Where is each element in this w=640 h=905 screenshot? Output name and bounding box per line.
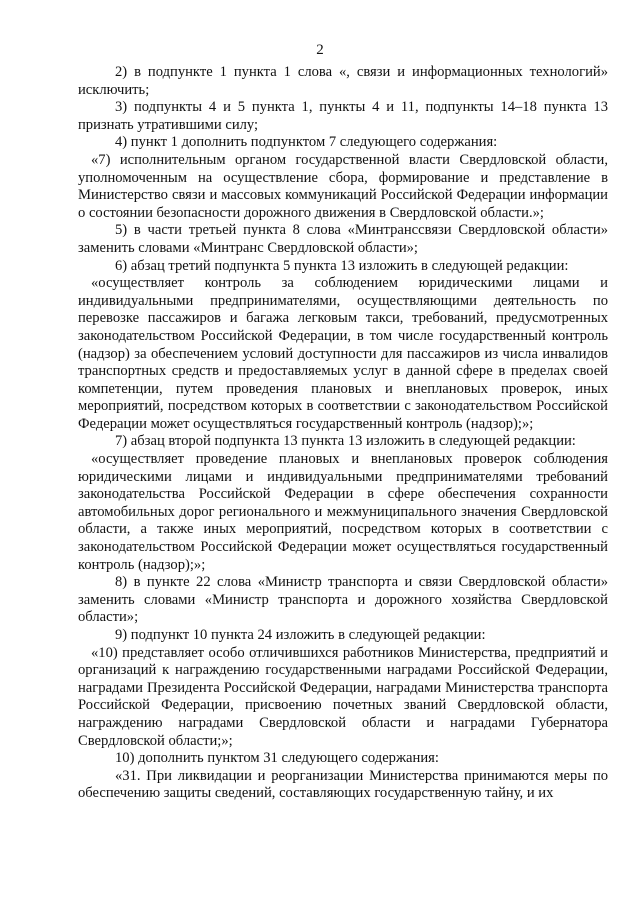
paragraph: 8) в пункте 22 слова «Министр транспорта и связи Свердловской области» заменить словами «Министр транспорта и дорожного хозяйства Свердловской области»; — [78, 574, 608, 626]
paragraph: 3) подпункты 4 и 5 пункта 1, пункты 4 и 11, подпункты 14–18 пункта 13 признать утратившими силу; — [78, 99, 608, 133]
paragraph: 10) дополнить пунктом 31 следующего содержания: — [115, 750, 439, 767]
paragraph: 9) подпункт 10 пункта 24 изложить в следующей редакции: — [115, 627, 486, 643]
quoted-paragraph: «осуществляет проведение плановых и внеплановых проверок соблюдения юридическими лицами и индивидуальными предпринимателями требований законодательства Российской Федерации в сфере обеспечения сохранности автомобильных дорог регионального и межмуниципального значения Свердловской области, а также иных мероприятий, посредством которых в соответствии с законодательством Российской Федерации может осуществляться государственный контроль (надзор);»; — [78, 451, 608, 573]
quoted-paragraph: «10) представляет особо отличившихся работников Министерства, предприятий и организаций к награждению государственными наградами Российской Федерации, наградами Президента Российской Федерации, наградами Министерства транспорта Российской Федерации, присвоению почетных званий Свердловской области, награждению наградами Свердловской области и наградами Губернатора Свердловской области;»; — [78, 644, 608, 749]
paragraph: 6) абзац третий подпункта 5 пункта 13 изложить в следующей редакции: — [115, 257, 569, 274]
paragraph: 4) пункт 1 дополнить подпунктом 7 следующего содержания: — [115, 134, 498, 151]
page-number: 2 — [316, 42, 324, 58]
paragraph: 2) в подпункте 1 пункта 1 слова «, связи и информационных технологий» исключить; — [78, 64, 608, 98]
paragraph: 5) в части третьей пункта 8 слова «Минтранссвязи Свердловской области» заменить словами «Минтранс Свердловской области»; — [78, 222, 608, 256]
quoted-paragraph: «7) исполнительным органом государственной власти Свердловской области, уполномоченным на осуществление сбора, формирование и представление в Министерство связи и массовых коммуникаций Российской Федерации информации о состоянии безопасности дорожного движения в Свердловской области.»; — [78, 151, 608, 221]
document-body — [78, 64, 608, 803]
paragraph: 7) абзац второй подпункта 13 пункта 13 изложить в следующей редакции: — [115, 433, 576, 450]
quoted-paragraph: «осуществляет контроль за соблюдением юридическими лицами и индивидуальными предпринимателями, осуществляющими деятельность по перевозке пассажиров и багажа легковым такси, требований, предусмотренных законодательством Российской Федерации, в том числе государственный контроль (надзор) за обеспечением условий доступности для пассажиров из числа инвалидов транспортных средств и предоставляемых услуг в данной сфере в пределах своей компетенции, путем проведения плановых и внеплановых проверок, иных мероприятий, посредством которых в соответствии с законодательством Российской Федерации может осуществляться государственный контроль (надзор);»; — [78, 275, 608, 432]
quoted-paragraph: «31. При ликвидации и реорганизации Министерства принимаются меры по обеспечению защиты сведений, составляющих государственную тайну, и их — [78, 767, 608, 802]
